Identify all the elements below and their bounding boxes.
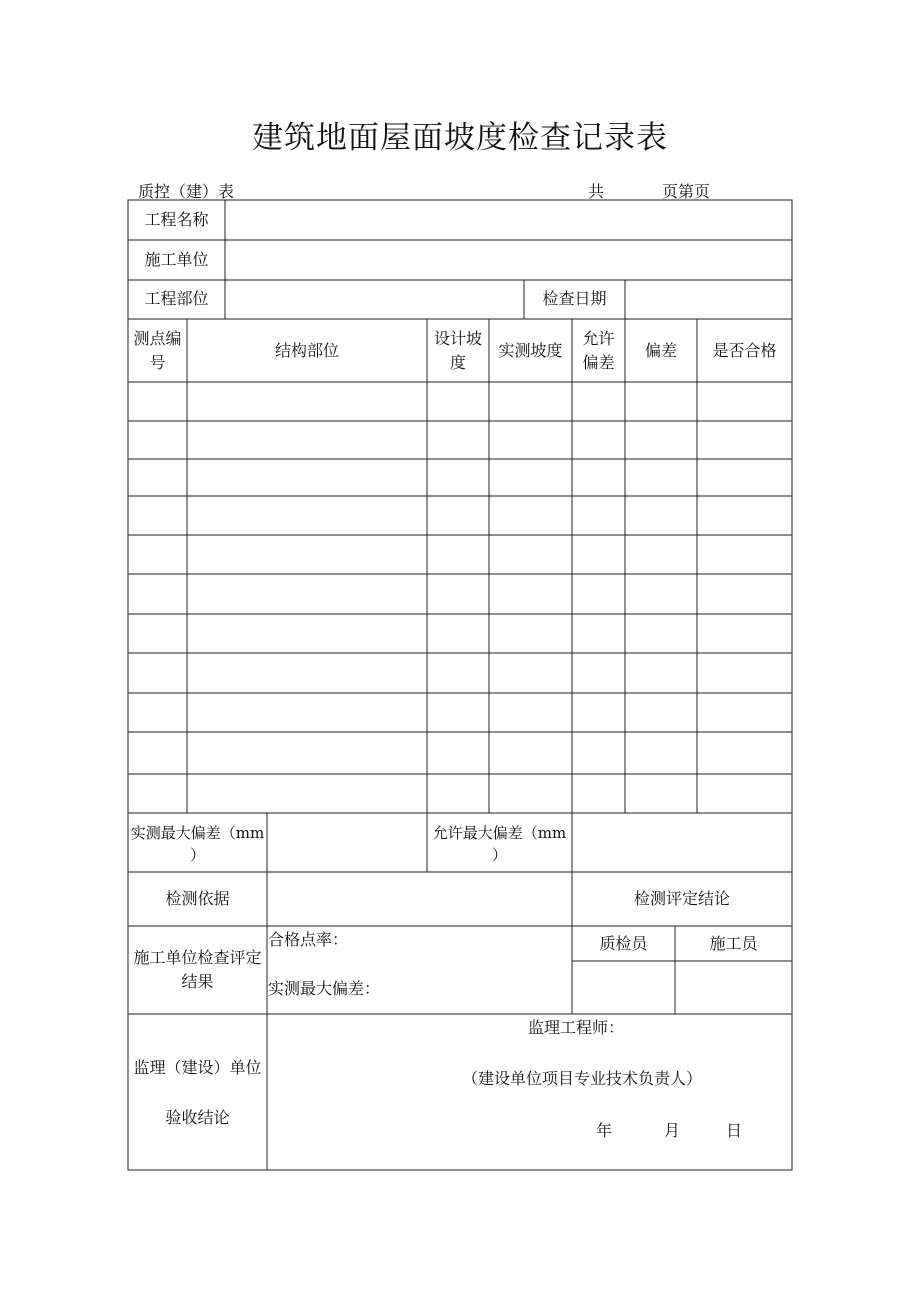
max-deviation-label: 实测最大偏差： xyxy=(268,979,381,998)
project-part-label: 工程部位 xyxy=(144,289,209,308)
construction-unit-label: 施工单位 xyxy=(144,250,209,269)
header-structure-part: 结构部位 xyxy=(274,341,339,360)
header-qualified: 是否合格 xyxy=(712,341,777,360)
max-measured-deviation-label: 实测最大偏差（mm ） xyxy=(130,824,265,864)
constructor-result-label: 施工单位检查评定 结果 xyxy=(133,948,262,991)
page-total-label: 共 xyxy=(588,182,605,201)
year-label: 年 xyxy=(596,1121,613,1140)
header-measured-slope: 实测坡度 xyxy=(498,341,563,360)
header-allowed-deviation: 允许 偏差 xyxy=(582,329,615,372)
max-allowed-deviation-label: 允许最大偏差（mm ） xyxy=(432,824,567,864)
acceptance-conclusion-label: 验收结论 xyxy=(165,1108,230,1127)
form-title: 建筑地面屋面坡度检查记录表 xyxy=(252,120,668,156)
month-label: 月 xyxy=(664,1121,681,1140)
header-deviation: 偏差 xyxy=(644,341,677,360)
form-code: 质控（建）表 xyxy=(138,182,235,201)
owner-representative-label: （建设单位项目专业技术负责人） xyxy=(462,1069,703,1088)
project-name-label: 工程名称 xyxy=(144,210,209,229)
day-label: 日 xyxy=(726,1121,743,1140)
supervision-label: 监理（建设）单位 xyxy=(133,1058,262,1077)
evaluation-conclusion-label: 检测评定结论 xyxy=(633,889,730,908)
header-design-slope: 设计坡 度 xyxy=(433,329,482,372)
header-point-no: 测点编 号 xyxy=(133,329,182,372)
page-current-label: 页第页 xyxy=(662,182,711,201)
qc-inspector-label: 质检员 xyxy=(599,934,648,953)
inspection-date-label: 检查日期 xyxy=(542,289,607,308)
basis-label: 检测依据 xyxy=(165,889,230,908)
constructor-label: 施工员 xyxy=(709,934,758,953)
supervising-engineer-label: 监理工程师： xyxy=(528,1018,625,1037)
pass-rate-label: 合格点率： xyxy=(268,930,349,949)
